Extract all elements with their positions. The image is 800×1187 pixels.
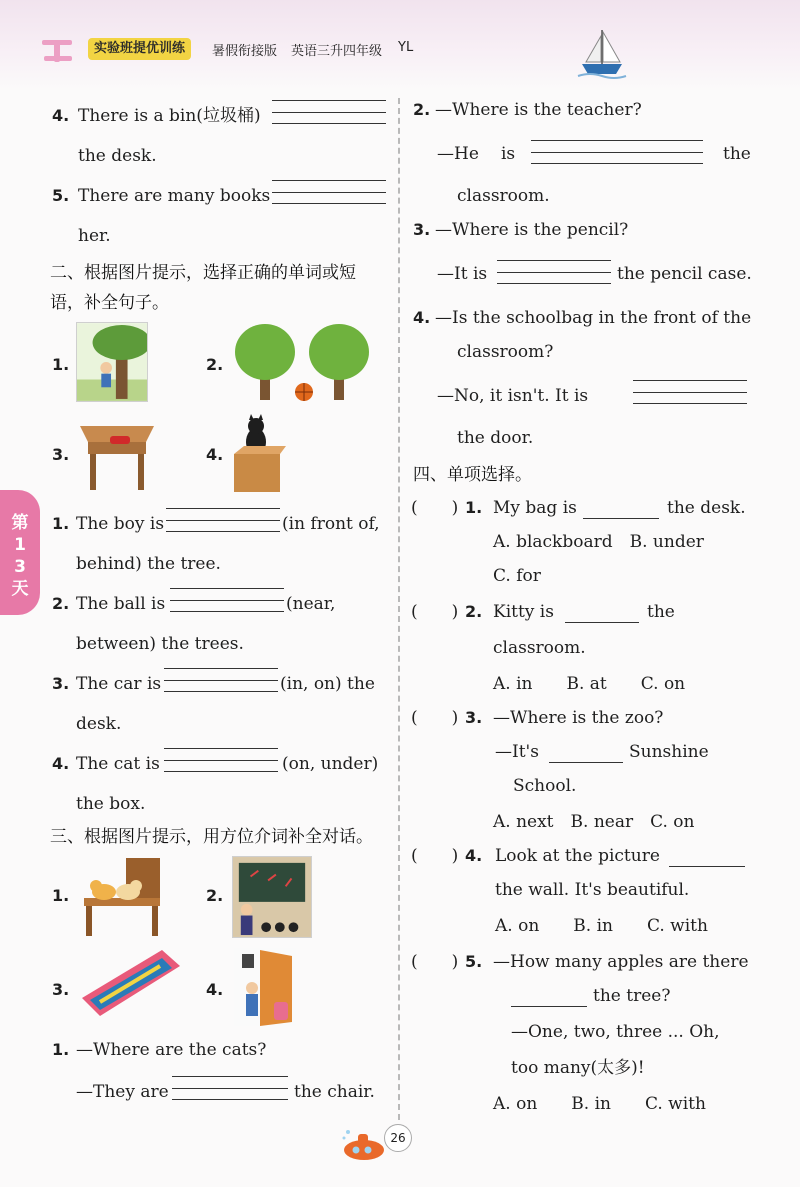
q4-blank[interactable] (272, 100, 386, 124)
s2q2-text-a: The ball is (76, 594, 166, 614)
s2q3-blank[interactable] (164, 668, 278, 692)
cat-box-picture (230, 412, 286, 494)
r-q3-question: —Where is the pencil? (435, 220, 629, 240)
mc5-stem-b: the tree? (593, 986, 671, 1006)
q4-text-b: the desk. (78, 146, 157, 166)
r-q4-answer-b: the door. (457, 428, 534, 448)
mc4-paren[interactable]: ( ) (411, 846, 459, 866)
q5-number: 5. (52, 186, 70, 205)
r-q3-blank[interactable] (497, 260, 611, 284)
mc3-stem-c: Sunshine (629, 742, 709, 762)
s2q4-blank[interactable] (164, 748, 278, 772)
mc1-blank[interactable] (583, 518, 659, 519)
logo-icon (40, 34, 78, 66)
pic3-3-label: 3. (52, 980, 70, 999)
s2q3-options: (in, on) the (280, 674, 375, 694)
submarine-icon (340, 1128, 390, 1162)
pic2-2-label: 2. (206, 355, 224, 374)
mc4-number: 4. (465, 846, 483, 865)
mc1-number: 1. (465, 498, 483, 517)
mc5-number: 5. (465, 952, 483, 971)
day-tab (0, 490, 40, 615)
section3-title: 三、根据图片提示，用方位介词补全对话。 (50, 827, 373, 847)
day-tab-label: 第13天 (11, 513, 29, 599)
pic2-3-label: 3. (52, 445, 70, 464)
s2q2-text-b: between) the trees. (76, 634, 244, 654)
mc5-blank[interactable] (511, 1006, 587, 1007)
section2-title-b: 语，补全句子。 (50, 293, 169, 313)
mc2-options: A. in B. at C. on (493, 674, 686, 694)
s3q1-answer-a: —They are (76, 1082, 169, 1102)
s2q4-options: (on, under) (282, 754, 379, 774)
section4-title: 四、单项选择。 (413, 465, 532, 485)
r-q2-question: —Where is the teacher? (435, 100, 642, 120)
q5-blank[interactable] (272, 180, 386, 204)
pencil-case-picture (76, 944, 186, 1026)
cats-chair-picture (76, 856, 168, 938)
s3q1-blank[interactable] (172, 1076, 288, 1100)
mc2-stem-b: the (647, 602, 675, 622)
code-label: YL (398, 40, 414, 55)
column-divider (398, 98, 400, 1120)
s2q2-blank[interactable] (170, 588, 284, 612)
mc4-stem-a: Look at the picture (495, 846, 660, 866)
r-q3-answer-a: —It is (437, 264, 488, 284)
s3q1-number: 1. (52, 1040, 70, 1059)
mc3-stem-b: —It's (495, 742, 539, 762)
mc1-options-2: C. for (493, 566, 541, 586)
s2q4-number: 4. (52, 754, 70, 773)
mc3-stem-a: —Where is the zoo? (493, 708, 664, 728)
sailboat-icon (576, 24, 628, 80)
r-q3-number: 3. (413, 220, 431, 239)
mc1-paren[interactable]: ( ) (411, 498, 459, 518)
pic3-1-label: 1. (52, 886, 70, 905)
s2q3-number: 3. (52, 674, 70, 693)
s2q3-text-a: The car is (76, 674, 162, 694)
s2q1-options: (in front of, (282, 514, 380, 534)
pic2-4-label: 4. (206, 445, 224, 464)
mc2-paren[interactable]: ( ) (411, 602, 459, 622)
mc3-options: A. next B. near C. on (493, 812, 695, 832)
s2q1-number: 1. (52, 514, 70, 533)
s2q1-blank[interactable] (166, 508, 280, 532)
section2-title-a: 二、根据图片提示，选择正确的单词或短 (50, 263, 356, 283)
r-q2-blank[interactable] (531, 140, 703, 164)
r-q4-number: 4. (413, 308, 431, 327)
mc2-stem-c: classroom. (493, 638, 586, 658)
pic2-1-label: 1. (52, 355, 70, 374)
mc4-options: A. on B. in C. with (495, 916, 708, 936)
mc1-stem-b: the desk. (667, 498, 746, 518)
teacher-classroom-picture (232, 856, 312, 938)
edition-label: 暑假衔接版 (212, 44, 278, 59)
mc1-stem-a: My bag is (493, 498, 577, 518)
r-q4-answer-a: —No, it isn't. It is (437, 386, 589, 406)
mc2-stem-a: Kitty is (493, 602, 554, 622)
s2q4-text-a: The cat is (76, 754, 160, 774)
mc3-blank[interactable] (549, 762, 623, 763)
s2q4-text-b: the box. (76, 794, 146, 814)
schoolbag-door-picture (232, 946, 298, 1028)
s2q2-options: (near, (286, 594, 336, 614)
s2q2-number: 2. (52, 594, 70, 613)
mc3-number: 3. (465, 708, 483, 727)
mc5-stem-d: too many(太多)! (511, 1058, 645, 1078)
mc2-blank[interactable] (565, 622, 639, 623)
boy-tree-picture (76, 322, 148, 402)
s2q3-text-b: desk. (76, 714, 122, 734)
brand-label: 实验班提优训练 (88, 38, 191, 60)
r-q2-answer-d: classroom. (457, 186, 550, 206)
r-q2-answer-a: —He (437, 144, 479, 164)
pic3-2-label: 2. (206, 886, 224, 905)
r-q2-answer-b: is (501, 144, 516, 164)
mc5-stem-a: —How many apples are there (493, 952, 749, 972)
r-q4-question-a: —Is the schoolbag in the front of the (435, 308, 752, 328)
car-desk-picture (76, 412, 158, 494)
r-q4-question-b: classroom? (457, 342, 554, 362)
page-number: 26 (384, 1124, 412, 1152)
mc3-stem-d: School. (513, 776, 577, 796)
mc3-paren[interactable]: ( ) (411, 708, 459, 728)
s2q1-text-b: behind) the tree. (76, 554, 221, 574)
pic3-4-label: 4. (206, 980, 224, 999)
q5-text-b: her. (78, 226, 111, 246)
mc5-options: A. on B. in C. with (493, 1094, 706, 1114)
mc5-paren[interactable]: ( ) (411, 952, 459, 972)
mc5-stem-c: —One, two, three ... Oh, (511, 1022, 720, 1042)
mc4-blank[interactable] (669, 866, 745, 867)
mc1-options: A. blackboard B. under (493, 532, 704, 552)
r-q4-blank[interactable] (633, 380, 747, 404)
subject-label: 英语三升四年级 (291, 44, 383, 59)
mc2-number: 2. (465, 602, 483, 621)
s3q1-question: —Where are the cats? (76, 1040, 267, 1060)
r-q2-number: 2. (413, 100, 431, 119)
s2q1-text-a: The boy is (76, 514, 165, 534)
q4-text-a: There is a bin(垃圾桶) (78, 106, 261, 126)
q5-text-a: There are many books (78, 186, 271, 206)
r-q2-answer-c: the (723, 144, 751, 164)
q4-number: 4. (52, 106, 70, 125)
r-q3-answer-b: the pencil case. (617, 264, 752, 284)
ball-trees-picture (232, 322, 384, 404)
s3q1-answer-b: the chair. (294, 1082, 375, 1102)
mc4-stem-b: the wall. It's beautiful. (495, 880, 690, 900)
